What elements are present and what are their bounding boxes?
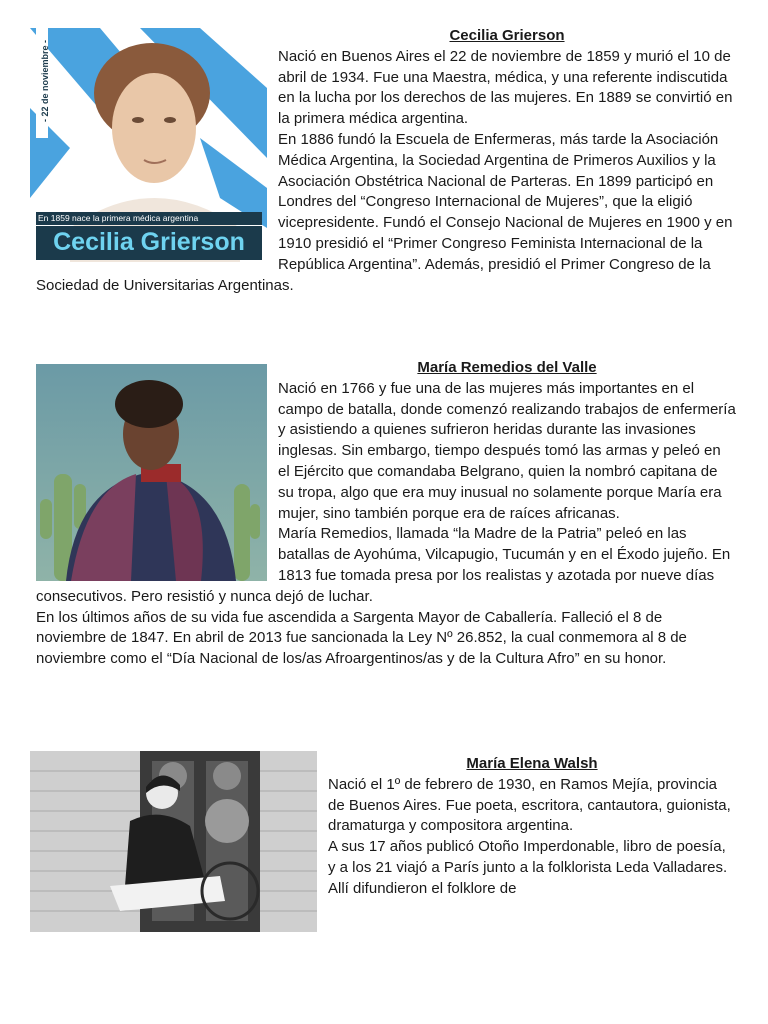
- paragraph: María Remedios, llamada “la Madre de la Patria” peleó en las batallas de Ayohúma, Vilcapugio, Tucumán y en el Éxodo jujeño. En 1813 fue tomada presa por los realistas y azotada por nueve días consecutivos. Pero resistió y nunca dejó de luchar.: [36, 525, 731, 605]
- cecilia-grierson-text: [36, 26, 736, 296]
- paragraph: Nació en Buenos Aires el 22 de noviembre de 1859 y murió el 10 de abril de 1934. Fue una Maestra, médica, y una referente indiscutida en la lucha por los derechos de las mujeres. En 1889 se convirtió en la primera médica argentina.: [278, 47, 733, 128]
- section-title: María Elena Walsh: [466, 755, 598, 772]
- image-float-spacer: [36, 754, 328, 944]
- banner-big-text: Cecilia Grierson: [53, 228, 245, 256]
- paragraph: Nació el 1º de febrero de 1930, en Ramos Mejía, provincia de Buenos Aires. Fue poeta, escritora, cantautora, guionista, dramaturga y compositora argentina.: [328, 775, 731, 835]
- section-title: Cecilia Grierson: [449, 27, 565, 44]
- maria-elena-walsh-text: [36, 754, 736, 944]
- paragraph: En los últimos años de su vida fue ascendida a Sargenta Mayor de Caballería. Falleció el 8 de noviembre de 1847. En abril de 2013 fue sancionada la Ley Nº 26.852, la cual conmemora al 8 de noviembre como el “Día Nacional de los/as Afroargentinos/as y de la Cultura Afro” en su honor.: [36, 608, 687, 668]
- maria-remedios-text: [36, 358, 736, 670]
- side-date-label: - 22 de noviembre -: [40, 39, 50, 123]
- banner-small-text: En 1859 nace la primera médica argentina: [38, 213, 199, 223]
- paragraph: En 1886 fundó la Escuela de Enfermeras, más tarde la Asociación Médica Argentina, la Sociedad Argentina de Primeros Auxilios y la Asociación Obstétrica Nacional de Parteras. En 1899 participó en Londres del “Congreso Internacional de Mujeres”, que la eligió vicepresidente. Fundó el Consejo Nacional de Mujeres en 1900 y en 1910 presidió el “Primer Congreso Feminista Internacional de la República Argentina”. Además, presidió el Primer Congreso de la Sociedad de Universitarias Argentinas.: [36, 130, 733, 294]
- paragraph: A sus 17 años publicó Otoño Imperdonable, libro de poesía, y a los 21 viajó a París junto a la folklorista Leda Valladares. Allí difundieron el folklore de: [328, 838, 728, 897]
- section-title: María Remedios del Valle: [417, 359, 597, 376]
- image-float-spacer: [36, 358, 278, 584]
- paragraph: Nació en 1766 y fue una de las mujeres más importantes en el campo de batalla, donde comenzó realizando trabajos de enfermería y asistiendo a quienes sufrieron heridas durante las invasiones inglesas. Sin embargo, tiempo después tomó las armas y peleó en el Ejército que comandaba Belgrano, quien la nombró capitana de su tropa, algo que era muy inusual no solamente porque María era mujer, sino también porque era de raíces africanas.: [278, 379, 736, 522]
- image-float-spacer: [36, 26, 278, 266]
